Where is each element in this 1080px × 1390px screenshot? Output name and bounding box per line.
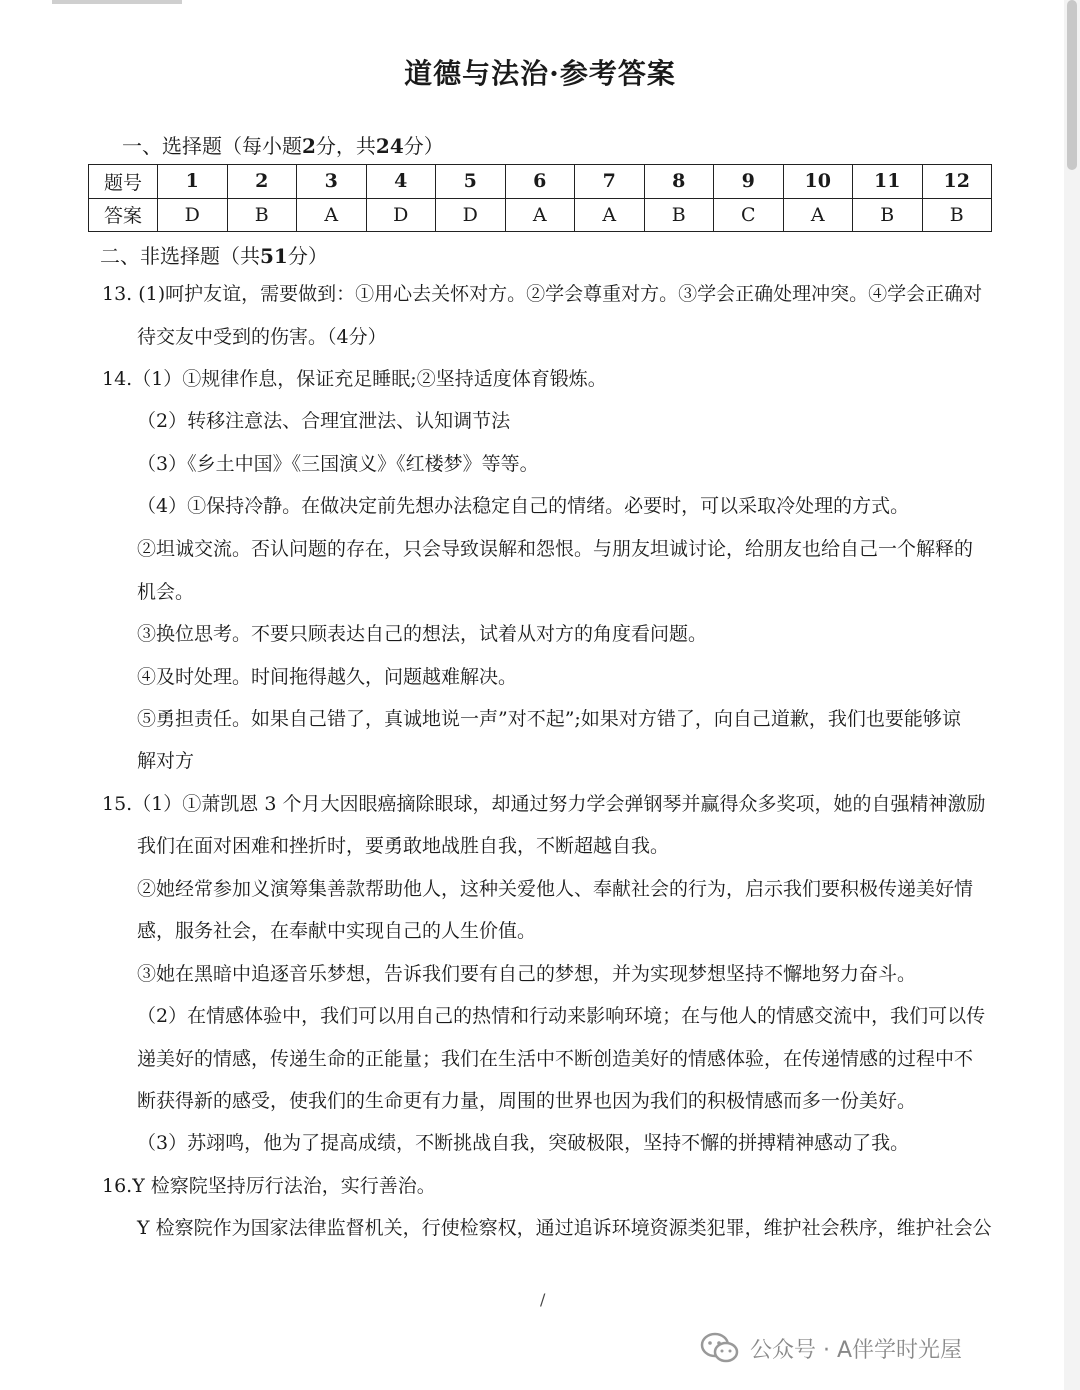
answer-cell: B bbox=[853, 198, 923, 232]
question-number: 3 bbox=[297, 165, 367, 199]
section-non-choice-heading: 二、非选择题（共51分） bbox=[100, 244, 328, 268]
scrollbar-track[interactable] bbox=[1064, 0, 1080, 1390]
answer-line: ⑤勇担责任。如果自己错了，真诚地说一声”对不起”;如果对方错了，向自己道歉，我们也要能够谅 bbox=[137, 708, 961, 730]
answer-cell: A bbox=[297, 198, 367, 232]
answer-line: （3）苏翊鸣，他为了提高成绩，不断挑战自我，突破极限，坚持不懈的拼搏精神感动了我。 bbox=[137, 1132, 910, 1154]
answer-line: （4）①保持冷静。在做决定前先想办法稳定自己的情绪。必要时，可以采取冷处理的方式。 bbox=[137, 495, 910, 517]
answer-row bbox=[89, 198, 992, 232]
answer-line: ②坦诚交流。否认问题的存在，只会导致误解和怨恨。与朋友坦诚讨论，给朋友也给自己一个解释的 bbox=[137, 538, 974, 560]
answer-table bbox=[88, 164, 992, 232]
row-label-number: 题号 bbox=[89, 165, 158, 199]
answer-line: （3）《乡土中国》《三国演义》《红楼梦》等等。 bbox=[137, 453, 539, 475]
answer-cell: B bbox=[922, 198, 992, 232]
answer-line: 14.（1）①规律作息，保证充足睡眠;②坚持适度体育锻炼。 bbox=[102, 368, 607, 390]
footer-text: 公众号 · A伴学时光屋 bbox=[750, 1337, 963, 1363]
answer-line: ②她经常参加义演筹集善款帮助他人，这种关爱他人、奉献社会的行为，启示我们要积极传递美好情 bbox=[137, 878, 974, 900]
page-number-mark: / bbox=[540, 1290, 546, 1309]
answer-line: Y 检察院作为国家法律监督机关，行使检察权，通过追诉环境资源类犯罪，维护社会秩序，维护社会公 bbox=[137, 1217, 992, 1239]
section-multiple-choice-heading: 一、选择题（每小题2分，共24分） bbox=[122, 134, 444, 158]
question-number: 8 bbox=[644, 165, 714, 199]
answer-cell: A bbox=[783, 198, 853, 232]
answer-line: ③她在黑暗中追逐音乐梦想，告诉我们要有自己的梦想，并为实现梦想坚持不懈地努力奋斗。 bbox=[137, 963, 917, 985]
question-number: 6 bbox=[505, 165, 575, 199]
page-title: 道德与法治·参考答案 bbox=[404, 57, 676, 90]
answer-line: 15.（1）①萧凯恩 3 个月大因眼癌摘除眼球，却通过努力学会弹钢琴并赢得众多奖项，她的自强精神激励 bbox=[102, 793, 986, 815]
question-number: 5 bbox=[436, 165, 506, 199]
question-number: 9 bbox=[714, 165, 784, 199]
answer-line: （2）转移注意法、合理宜泄法、认知调节法 bbox=[137, 410, 511, 432]
answer-line: 13. (1)呵护友谊，需要做到：①用心去关怀对方。②学会尊重对方。③学会正确处理冲突。④学会正确对 bbox=[102, 283, 983, 305]
question-number: 2 bbox=[227, 165, 297, 199]
answer-line: 待交友中受到的伤害。（4分） bbox=[137, 326, 387, 348]
answer-line: 断获得新的感受，使我们的生命更有力量，周围的世界也因为我们的积极情感而多一份美好。 bbox=[137, 1090, 917, 1112]
wechat-icon bbox=[700, 1332, 740, 1364]
question-number: 11 bbox=[853, 165, 923, 199]
answer-line: 递美好的情感，传递生命的正能量；我们在生活中不断创造美好的情感体验，在传递情感的过程中不 bbox=[137, 1048, 974, 1070]
answer-line: （2）在情感体验中，我们可以用自己的热情和行动来影响环境；在与他人的情感交流中，我们可以传 bbox=[137, 1005, 986, 1027]
answer-line: 16.Y 检察院坚持厉行法治，实行善治。 bbox=[102, 1175, 436, 1197]
answer-cell: C bbox=[714, 198, 784, 232]
question-number: 4 bbox=[366, 165, 436, 199]
top-edge-bar bbox=[52, 0, 182, 4]
watermark-footer bbox=[700, 1332, 962, 1364]
answer-line: ③换位思考。不要只顾表达自己的想法，试着从对方的角度看问题。 bbox=[137, 623, 708, 645]
question-number: 7 bbox=[575, 165, 645, 199]
answer-cell: D bbox=[436, 198, 506, 232]
answer-cell: A bbox=[505, 198, 575, 232]
answer-cell: D bbox=[366, 198, 436, 232]
answer-cell: B bbox=[227, 198, 297, 232]
row-label-answer: 答案 bbox=[89, 198, 158, 232]
question-number: 12 bbox=[922, 165, 992, 199]
answer-line: 解对方 bbox=[137, 750, 195, 772]
answer-cell: D bbox=[158, 198, 228, 232]
question-number: 1 bbox=[158, 165, 228, 199]
answer-line: ④及时处理。时间拖得越久，问题越难解决。 bbox=[137, 666, 518, 688]
question-number-row bbox=[89, 165, 992, 199]
answer-line: 我们在面对困难和挫折时，要勇敢地战胜自我，不断超越自我。 bbox=[137, 835, 670, 857]
answer-line: 感，服务社会，在奉献中实现自己的人生价值。 bbox=[137, 920, 537, 942]
answer-line: 机会。 bbox=[137, 581, 195, 603]
answer-cell: B bbox=[644, 198, 714, 232]
question-number: 10 bbox=[783, 165, 853, 199]
answer-cell: A bbox=[575, 198, 645, 232]
